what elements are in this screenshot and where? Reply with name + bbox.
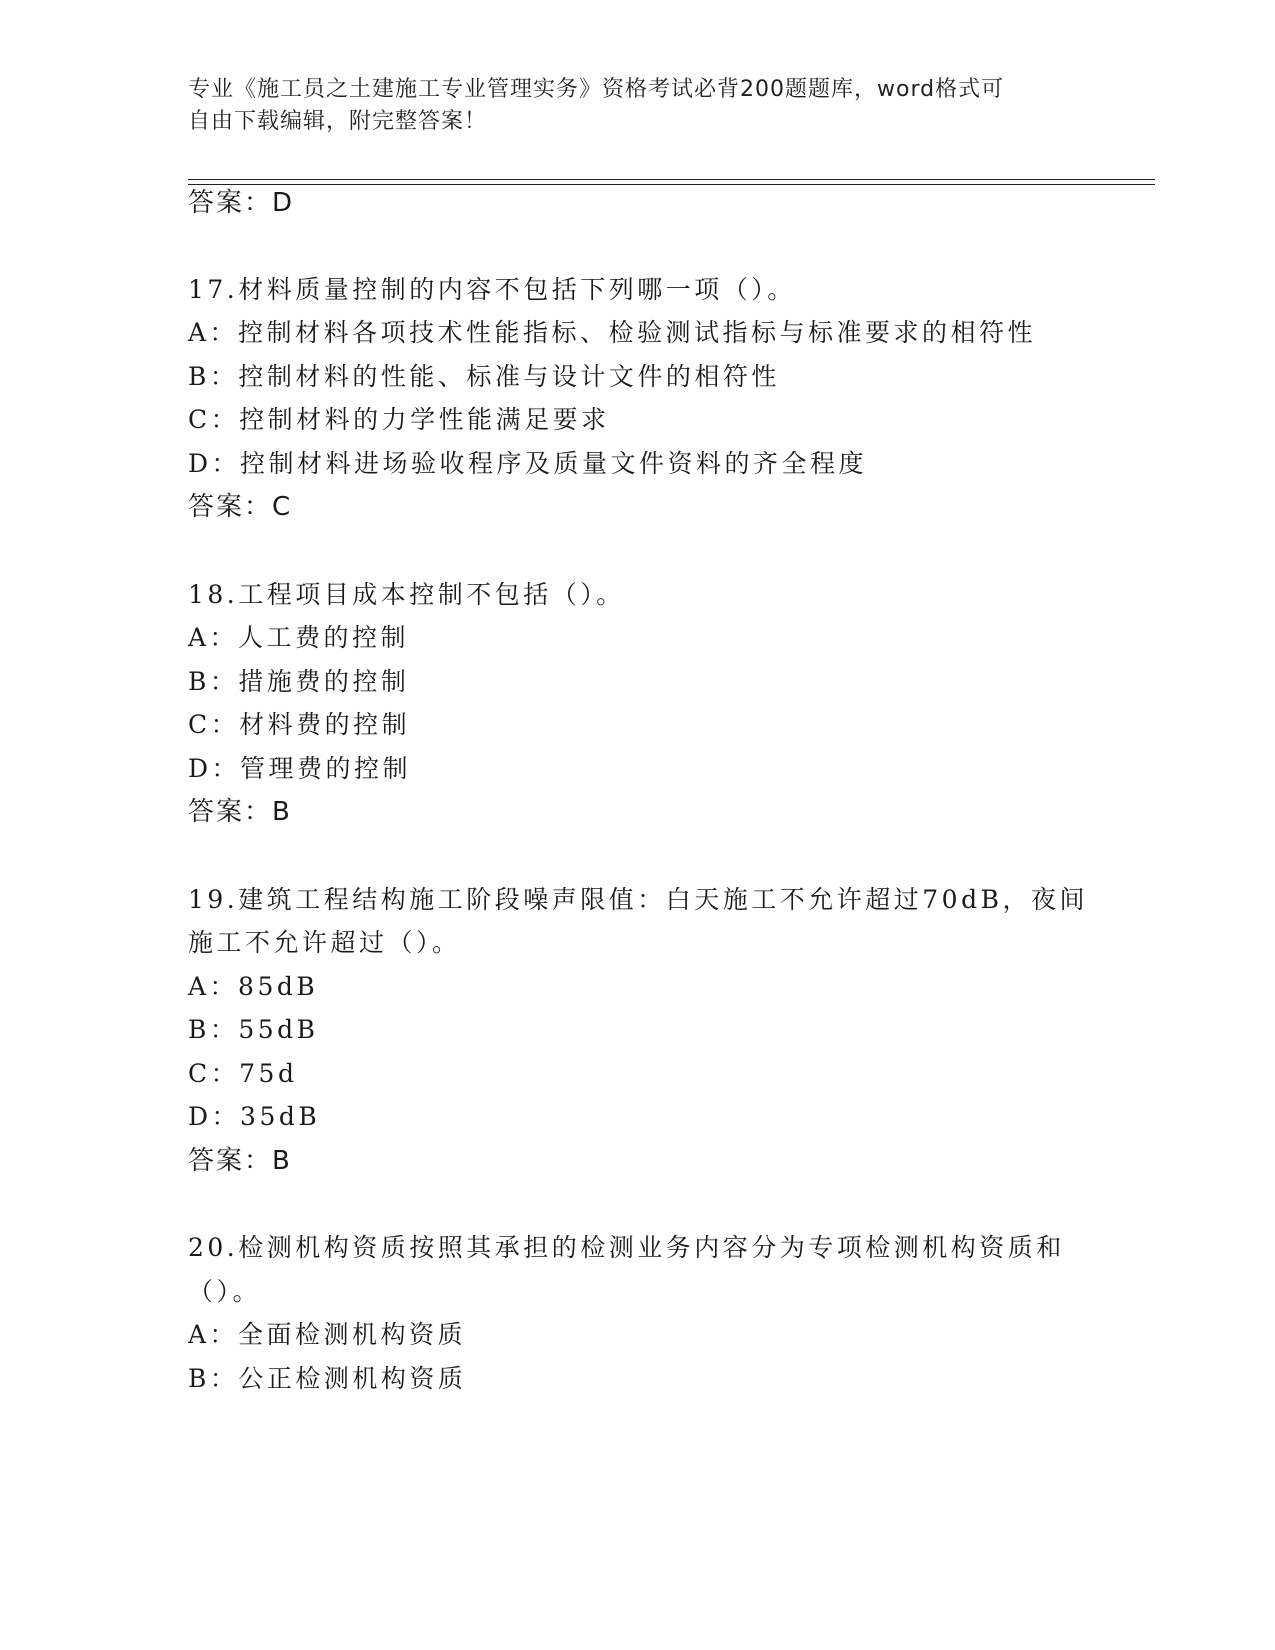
- question-stem-continued: 施工不允许超过（）。: [188, 928, 461, 957]
- answer-line: 答案：B: [188, 797, 292, 827]
- header-line-2: 自由下载编辑，附完整答案！: [188, 109, 488, 134]
- answer-line: 答案：C: [188, 492, 293, 522]
- header-divider-top: [188, 179, 1155, 180]
- question-stem: 20.检测机构资质按照其承担的检测业务内容分为专项检测机构资质和: [188, 1233, 1065, 1262]
- question-stem: 19.建筑工程结构施工阶段噪声限值：白天施工不允许超过70dB，夜间: [188, 885, 1088, 914]
- option-d: D：管理费的控制: [188, 754, 412, 783]
- option-c: C：材料费的控制: [188, 710, 411, 739]
- option-c: C：75d: [188, 1059, 298, 1088]
- option-a: A：人工费的控制: [188, 623, 410, 652]
- option-a: A：85dB: [188, 972, 319, 1001]
- option-b: B：控制材料的性能、标准与设计文件的相符性: [188, 362, 780, 391]
- header-line-1: 专业《施工员之土建施工专业管理实务》资格考试必背200题题库，word格式可: [188, 77, 1005, 102]
- option-b: B：公正检测机构资质: [188, 1364, 467, 1393]
- option-a: A：控制材料各项技术性能指标、检验测试指标与标准要求的相符性: [188, 318, 1037, 347]
- document-header: [188, 74, 1088, 138]
- option-b: B：措施费的控制: [188, 667, 410, 696]
- option-c: C：控制材料的力学性能满足要求: [188, 405, 610, 434]
- header-divider-bottom: [188, 184, 1155, 185]
- answer-line: 答案：D: [188, 188, 295, 218]
- answer-line: 答案：B: [188, 1146, 292, 1176]
- question-stem: 17.材料质量控制的内容不包括下列哪一项（）。: [188, 275, 796, 304]
- question-stem: 18.工程项目成本控制不包括（）。: [188, 580, 625, 609]
- question-stem-continued: （）。: [188, 1277, 262, 1306]
- option-d: D：控制材料进场验收程序及质量文件资料的齐全程度: [188, 449, 868, 478]
- option-a: A：全面检测机构资质: [188, 1320, 467, 1349]
- option-d: D：35dB: [188, 1102, 321, 1131]
- option-b: B：55dB: [188, 1015, 319, 1044]
